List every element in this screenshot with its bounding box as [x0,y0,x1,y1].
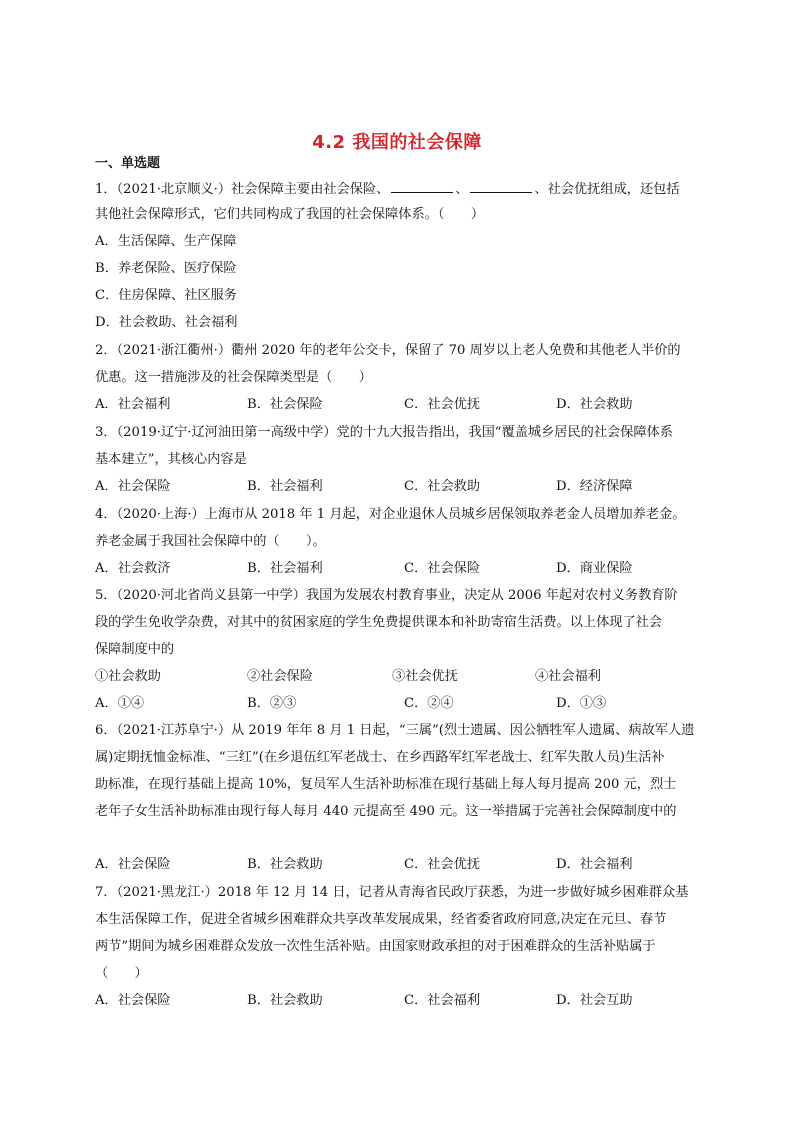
question-6-line-3: 助标准，在现行基础上提高 10%，复员军人生活补助标准在现行基础上每人每月提高 200 元，烈士 [95,777,677,792]
q3-option-b: B．社会福利 [247,479,323,494]
question-6-line-1: 6．（2021·江苏阜宁·）从 2019 年年 8 月 1 日起，“三属”(烈士遗属、因公牺牲军人遗属、病故军人遗 [95,723,695,738]
question-7-line-1: 7．（2021·黑龙江·）2018 年 12 月 14 日，记者从青海省民政厅获悉，为进一步做好城乡困难群众基 [95,885,689,900]
q1-option-c: C．住房保障、社区服务 [95,288,237,303]
q6-option-d: D．社会福利 [556,857,633,872]
question-1-line-1: 1．（2021·北京顺义·）社会保障主要由社会保险、 、 、社会优抚组成，还包括 [95,179,705,199]
q5-option-d: D．①③ [556,696,607,711]
q3-option-a: A．社会保险 [95,479,171,494]
question-7-line-4: （ ） [95,966,148,981]
q5-option-c: C．②④ [404,696,454,711]
q5-option-b: B．②③ [247,696,297,711]
q2-option-c: C．社会优抚 [404,397,481,412]
q4-option-a: A．社会救济 [95,561,171,576]
q5-item-4: ④社会福利 [535,669,601,684]
q1-option-b: B．养老保险、医疗保险 [95,261,237,276]
question-5-line-3: 保障制度中的 [95,642,175,657]
q7-option-a: A．社会保险 [95,993,171,1008]
q6-option-b: B．社会救助 [247,857,323,872]
answer-blank-2 [470,179,532,193]
question-5-line-2: 段的学生免收学杂费，对其中的贫困家庭的学生免费提供课本和补助寄宿生活费。以上体现了社会 [95,615,663,630]
section-heading: 一、单选题 [95,156,161,171]
q5-item-2: ②社会保险 [247,669,313,684]
q5-item-1: ①社会救助 [95,669,161,684]
q6-option-c: C．社会优抚 [404,857,481,872]
question-7-line-2: 本生活保障工作，促进全省城乡困难群众共享改革发展成果，经省委省政府同意,决定在元旦、春节 [95,912,667,927]
q4-option-b: B．社会福利 [247,561,323,576]
question-1-line-2: 其他社会保障形式，它们共同构成了我国的社会保障体系。（ ） [95,207,485,222]
q3-option-d: D．经济保障 [556,479,633,494]
q3-option-c: C．社会救助 [404,479,481,494]
question-4-line-2: 养老金属于我国社会保障中的（ ）。 [95,534,326,549]
q6-option-a: A．社会保险 [95,857,171,872]
page-title: 4.2 我国的社会保障 [312,132,482,153]
answer-blank-1 [391,179,453,193]
q2-option-d: D．社会救助 [556,397,633,412]
question-6-line-2: 属)定期抚恤金标准、“三红”(在乡退伍红军老战士、在乡西路军红军老战士、红军失散人员)生活补 [95,750,665,765]
question-4-line-1: 4．（2020·上海·）上海市从 2018 年 1 月起，对企业退休人员城乡居保领取养老金人员增加养老金。 [95,507,686,522]
q2-option-b: B．社会保险 [247,397,323,412]
question-6-line-4: 老年子女生活补助标准由现行每人每月 440 元提高至 490 元。这一举措属于完善社会保障制度中的 [95,804,677,819]
question-3-line-2: 基本建立”，其核心内容是 [95,452,247,467]
question-5-line-1: 5．（2020·河北省尚义县第一中学）我国为发展农村教育事业，决定从 2006 年起对农村义务教育阶 [95,588,678,603]
q1-option-d: D．社会救助、社会福利 [95,315,238,330]
question-3-line-1: 3．（2019·辽宁·辽河油田第一高级中学）党的十九大报告指出，我国“覆盖城乡居民的社会保障体系 [95,425,673,440]
q4-option-c: C．社会保险 [404,561,481,576]
q1-option-a: A．生活保障、生产保障 [95,234,237,249]
q4-option-d: D．商业保险 [556,561,633,576]
q7-option-c: C．社会福利 [404,993,481,1008]
q2-option-a: A．社会福利 [95,397,171,412]
question-2-line-2: 优惠。这一措施涉及的社会保障类型是（ ） [95,370,372,385]
q5-item-3: ③社会优抚 [392,669,458,684]
question-2-line-1: 2．（2021·浙江衢州·）衢州 2020 年的老年公交卡，保留了 70 周岁以上老人免费和其他老人半价的 [95,343,681,358]
q7-option-d: D．社会互助 [556,993,633,1008]
question-7-line-3: 两节”期间为城乡困难群众发放一次性生活补贴。由国家财政承担的对于困难群众的生活补贴属于 [95,939,656,954]
q5-option-a: A．①④ [95,696,145,711]
q7-option-b: B．社会救助 [247,993,323,1008]
